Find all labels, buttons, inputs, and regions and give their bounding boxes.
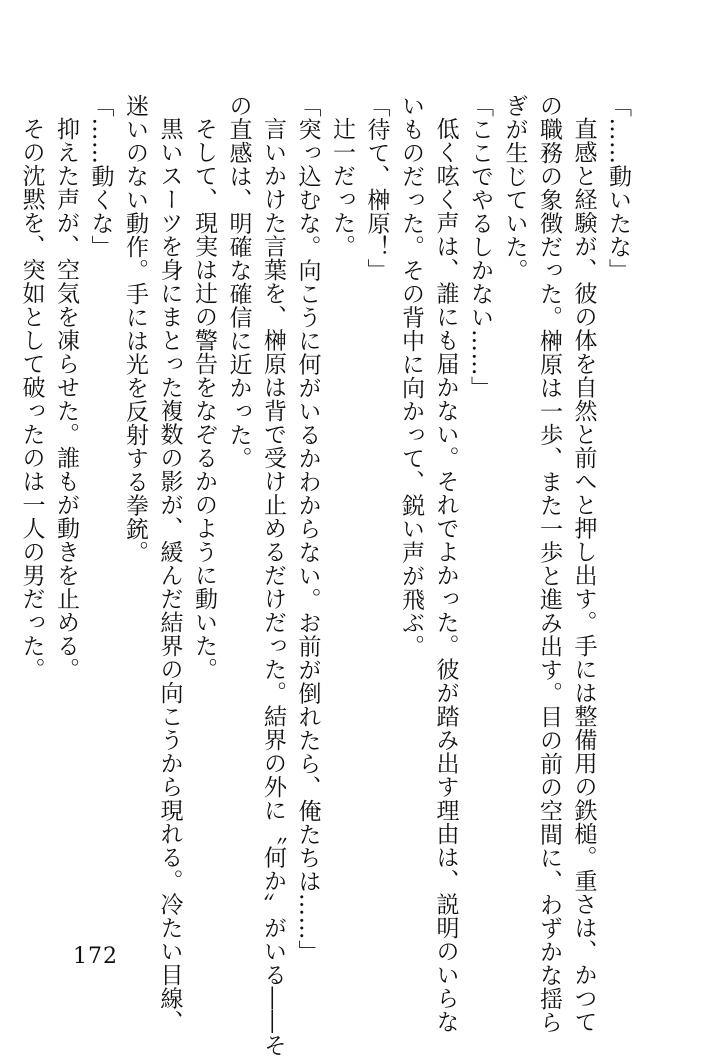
text-line-paragraph: 直感と経験が、彼の体を自然と前へと押し出す。手には整備用の鉄槌。重さは、かつて — [570, 117, 597, 1034]
text-line-dialogue: 「……動くな」 — [87, 94, 114, 259]
text-line-dialogue: 「……動いたな」 — [605, 94, 631, 282]
page-number: 172 — [73, 944, 118, 969]
text-line: ぎが生じていた。 — [501, 94, 528, 282]
text-line: 迷いのない動作。手には光を反射する拳銃。 — [122, 94, 148, 564]
text-line: いものだった。その背中に向かって、鋭い声が飛ぶ。 — [398, 94, 424, 658]
text-line-paragraph: 黒いスーツを身にまとった複数の影が、緩んだ結界の向こうから現れる。冷たい目線、 — [156, 117, 183, 1034]
text-line-paragraph: 辻一だった。 — [329, 117, 355, 258]
text-line-dialogue: 「待て、榊原！」 — [363, 94, 390, 282]
text-line-paragraph: 低く呟く声は、誰にも届かない。それでよかった。彼が踏み出す理由は、説明のいらな — [432, 117, 459, 1034]
text-line: の職務の象徴だった。榊原は一歩、また一歩と進み出す。目の前の空間に、わずかな揺ら — [536, 94, 562, 1034]
text-line: の直感は、明確な確信に近かった。 — [225, 94, 252, 470]
text-line-dialogue: 「突っ込むな。向こうに何がいるかわからない。お前が倒れたら、俺たちは……」 — [294, 94, 321, 964]
text-line-paragraph: 抑えた声が、空気を凍らせた。誰もが動きを止める。 — [53, 117, 79, 681]
text-line-dialogue: 「ここでやるしかない……」 — [467, 94, 493, 400]
text-line-paragraph: 言いかけた言葉を、榊原は背で受け止めるだけだった。結界の外に〝何か〟がいる――そ — [260, 117, 286, 1057]
text-line-paragraph: そして、現実は辻の警告をなぞるかのように動いた。 — [191, 117, 217, 681]
text-line-paragraph: その沈黙を、突如として破ったのは一人の男だった。 — [18, 117, 45, 681]
